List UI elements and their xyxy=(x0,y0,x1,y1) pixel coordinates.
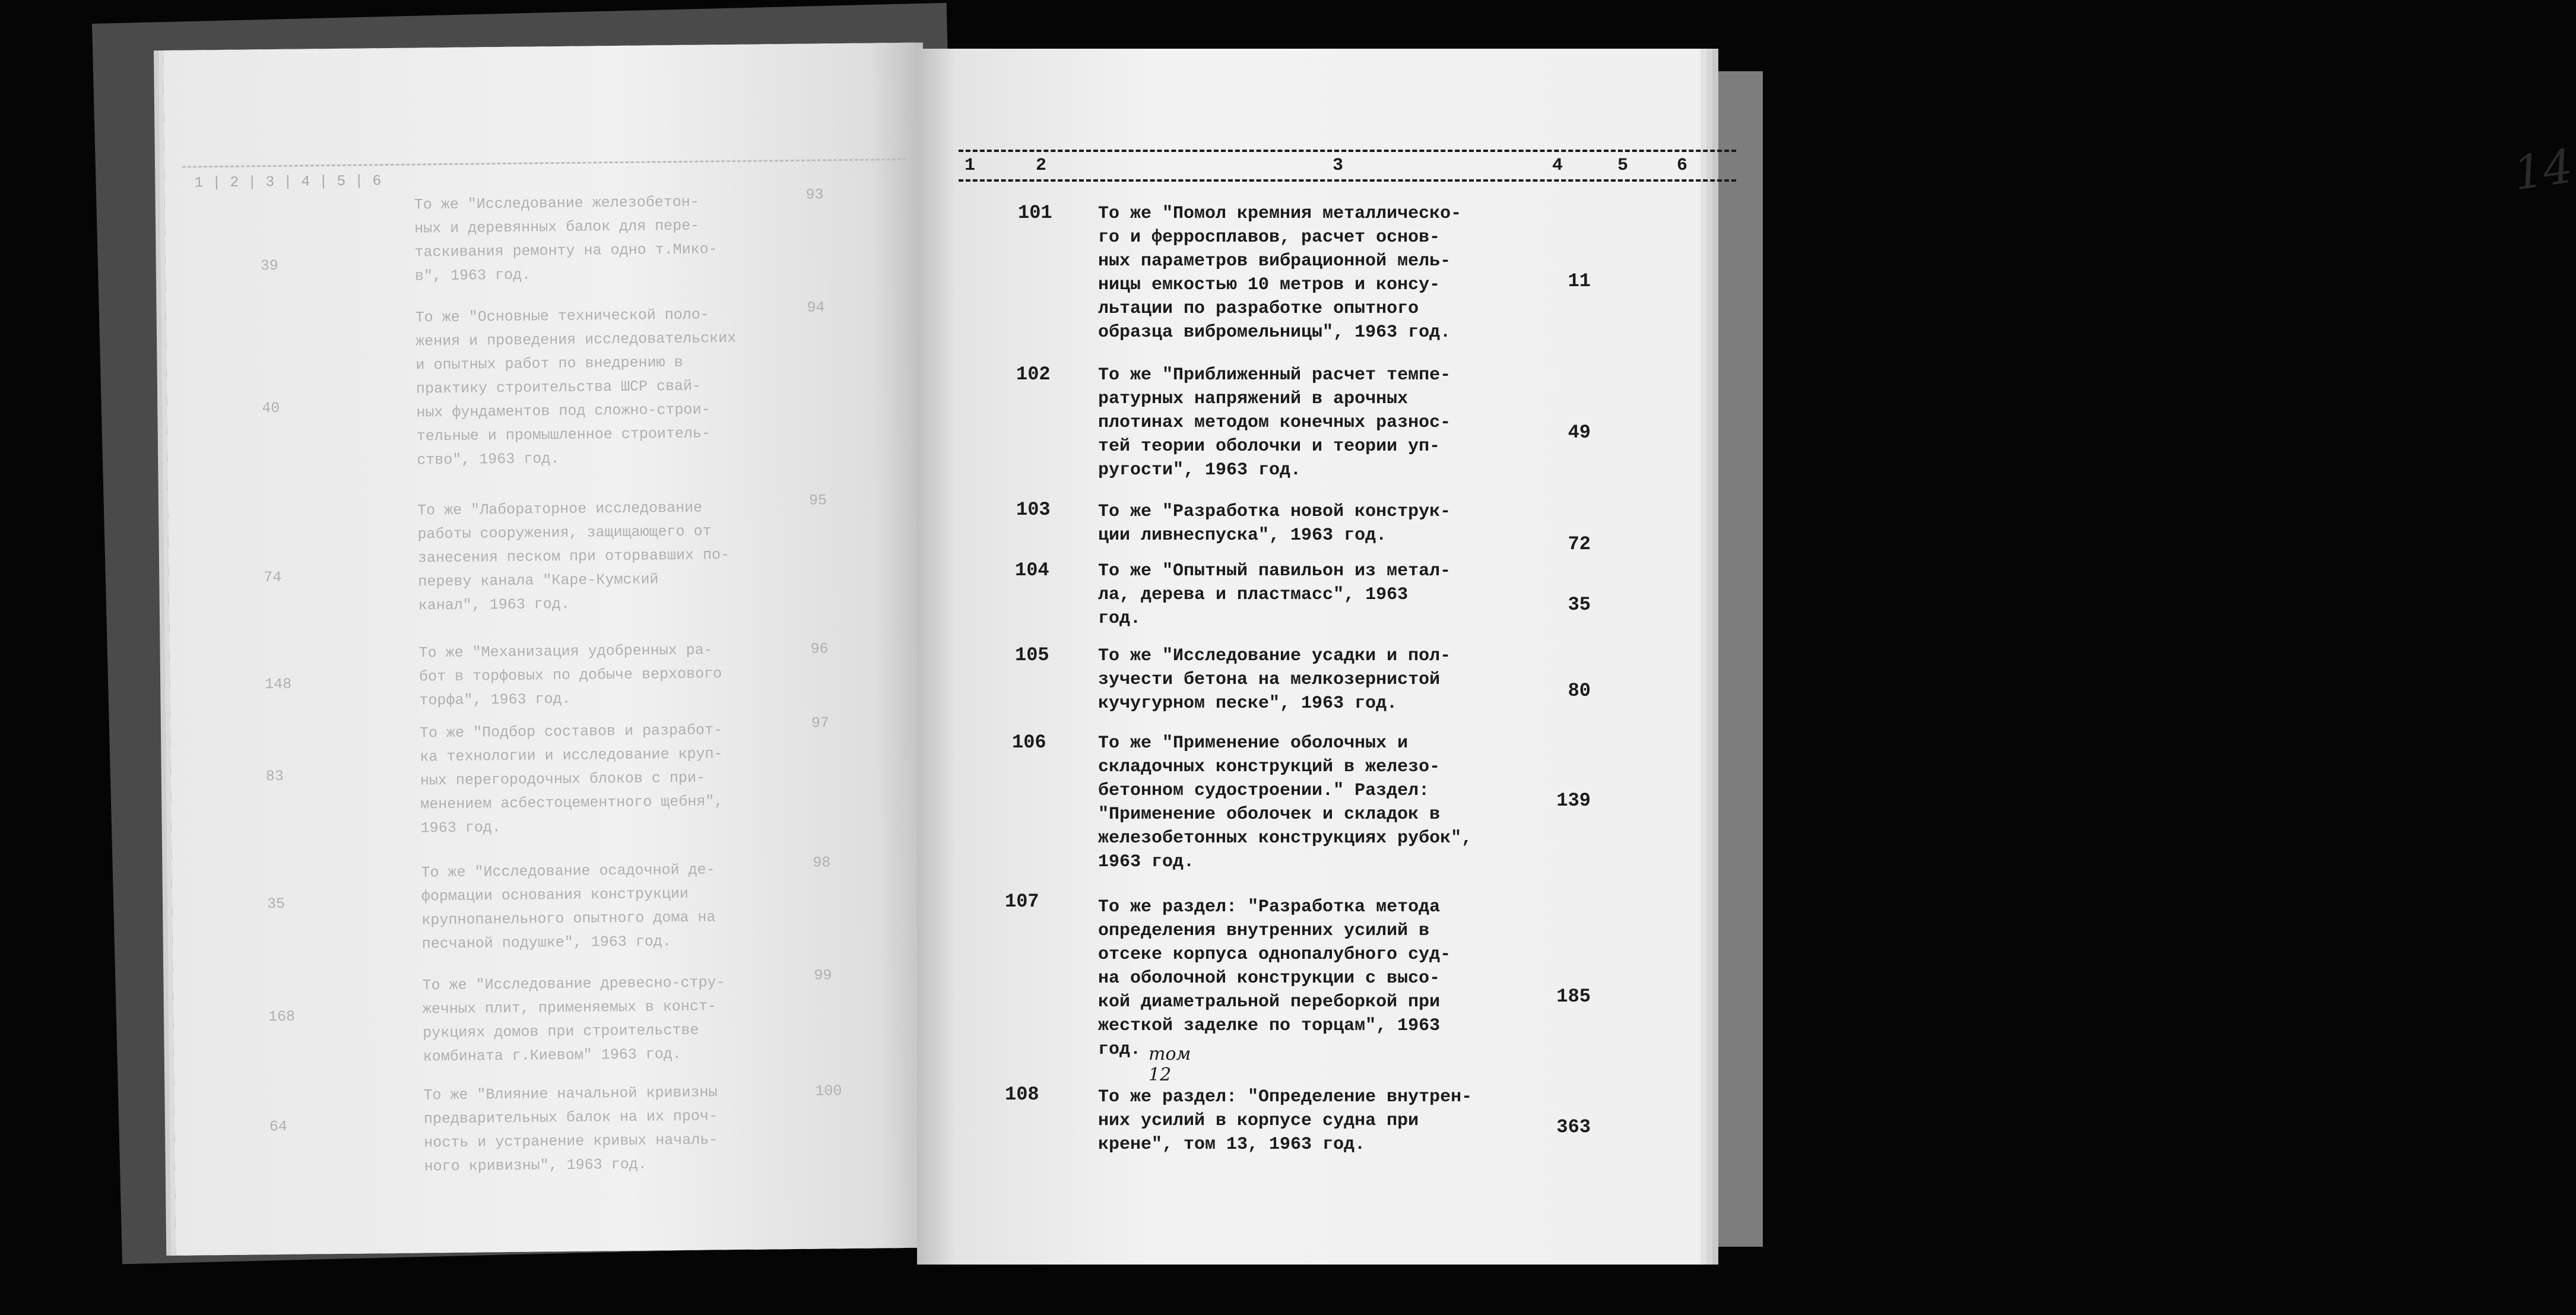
header-col-6: 6 xyxy=(1677,156,1688,176)
entry-text: То же "Применение оболочных и складочных конструкций в железо- бетонном судостроении." Раздел: "Применение оболочек и складок в железобетонных конструкциях рубок", 1963 год. xyxy=(1098,733,1473,872)
left-entry-text: То же "Подбор составов и разработ- ка технологии и исследование круп- ных перегородочных блоков с при- менением асбестоцементного щебня", 1963 год. xyxy=(419,721,724,837)
header-top-rule xyxy=(959,150,1736,152)
left-entry-text: То же "Исследование осадочной де- формации основания конструкции крупнопанельного опытного дома на песчаной подушке", 1963 год. xyxy=(421,861,716,953)
left-entry-number: 95 xyxy=(808,492,827,509)
header-bottom-rule xyxy=(959,179,1736,182)
left-entry-pages: 35 xyxy=(267,895,285,913)
left-page xyxy=(163,43,935,1256)
left-page-entry xyxy=(173,967,932,1066)
entry-number: 103 xyxy=(1016,499,1051,521)
left-entry-text: То же "Исследование железобетон- ных и деревянных балок для пере- таскивания ремонту на одно т.Мико- в", 1963 год. xyxy=(414,193,718,285)
entry-pages: 49 xyxy=(1568,422,1591,443)
entry-text: То же раздел: "Определение внутрен- них усилий в корпусе судна при крене", том 13, 1963 год. xyxy=(1098,1087,1473,1155)
left-entry-number: 94 xyxy=(807,299,825,316)
left-entry-text: То же "Основные технической поло- жения и проведения исследовательских и опытных работ по внедрению в практику строительства ШСР свай- ных фундаментов под сложно-строи- тельные и промышленное строитель- ство", 1963 год. xyxy=(415,306,737,469)
left-page-faded-text xyxy=(163,43,935,1256)
entry-number: 102 xyxy=(1016,363,1051,385)
left-entry-text: То же "Механизация удобренных ра- бот в торфовых по добыче верхового торфа", 1963 год. xyxy=(418,641,722,709)
header-col-3: 3 xyxy=(1333,156,1344,176)
entry-pages: 72 xyxy=(1568,533,1591,555)
left-page-entry xyxy=(172,854,931,953)
entry-number: 108 xyxy=(1005,1083,1039,1105)
entry-number: 101 xyxy=(1018,202,1052,224)
left-page-entry xyxy=(169,636,929,709)
entry-pages: 11 xyxy=(1568,270,1591,292)
header-col-4: 4 xyxy=(1552,156,1563,176)
left-entry-number: 96 xyxy=(810,640,829,658)
entry-number: 107 xyxy=(1005,891,1039,912)
left-entry-number: 97 xyxy=(811,714,830,732)
entry-text: То же "Помол кремния металлическо- го и ферросплавов, расчет основ- ных параметров вибрационной мель- ницы емкостью 10 метров и консу- льтации по разработке опытного образца вибромельницы", 1963 год. xyxy=(1098,204,1462,343)
left-page-entry xyxy=(170,714,930,837)
entry-pages: 139 xyxy=(1556,790,1591,812)
left-entry-pages: 40 xyxy=(262,399,280,417)
entry-pages: 35 xyxy=(1568,594,1591,616)
left-entry-pages: 39 xyxy=(260,256,278,275)
entry-text: То же "Приближенный расчет темпе- ратурных напряжений в арочных плотинах методом конечных разнос- тей теории оболочки и теории уп- ругости", 1963 год. xyxy=(1098,365,1451,480)
left-entry-pages: 74 xyxy=(264,568,282,587)
entry-number: 106 xyxy=(1012,731,1046,753)
left-entry-number: 100 xyxy=(815,1082,842,1100)
left-entry-pages: 83 xyxy=(265,767,284,785)
entry-text: То же раздел: "Разработка метода определения внутренних усилий в отсеке корпуса однопалубного суд- на оболочной конструкции с высо- кой диаметральной переборкой при жесткой заделке по торцам", 1963 год. xyxy=(1098,897,1451,1060)
left-entry-number: 98 xyxy=(813,854,831,872)
header-col-2: 2 xyxy=(1036,156,1047,176)
left-entry-text: То же "Лабораторное исследование работы сооружения, защищающего от занесения песком при оторвавших по- переву канала "Каре-Кумский канал", 1963 год. xyxy=(417,499,730,614)
entry-text: То же "Разработка новой конструк- ции ливнеспуска", 1963 год. xyxy=(1098,502,1451,546)
table-header xyxy=(959,156,1736,180)
entry-text: То же "Исследование усадки и пол- зучести бетона на мелкозернистой кучугурном песке", 1963 год. xyxy=(1098,646,1451,714)
left-page-entry xyxy=(166,299,926,469)
handwritten-folio-number: 14 xyxy=(2510,140,2576,201)
left-entry-number: 93 xyxy=(805,186,824,204)
left-page-header-rule xyxy=(182,159,906,192)
entry-pages: 363 xyxy=(1556,1116,1591,1138)
left-page-entry xyxy=(174,1079,934,1175)
entry-pages: 185 xyxy=(1556,986,1591,1007)
left-entry-pages: 148 xyxy=(265,675,292,693)
left-entry-pages: 64 xyxy=(269,1117,288,1136)
entry-pages: 80 xyxy=(1568,680,1591,702)
left-entry-text: То же "Исследование древесно-стру- жечных плит, применяемых в конст- рукциях домов при строительстве комбината г.Киевом" 1963 год. xyxy=(422,974,725,1066)
left-entry-pages: 168 xyxy=(268,1007,296,1026)
left-entry-number: 99 xyxy=(814,967,832,984)
handwritten-volume-note: том 12 xyxy=(1149,1044,1191,1085)
entry-text: То же "Опытный павильон из метал- ла, дерева и пластмасс", 1963 год. xyxy=(1098,561,1451,629)
left-page-header: 1 | 2 | 3 | 4 | 5 | 6 xyxy=(194,172,382,192)
entry-number: 104 xyxy=(1015,559,1049,581)
entry-number: 105 xyxy=(1015,644,1049,666)
left-entry-text: То же "Влияние начальной кривизны предварительных балок на их проч- ность и устранение кривых началь- ного кривизны", 1963 год. xyxy=(423,1083,718,1175)
header-col-1: 1 xyxy=(965,156,976,176)
left-page-entry xyxy=(168,492,928,614)
header-col-5: 5 xyxy=(1617,156,1629,176)
